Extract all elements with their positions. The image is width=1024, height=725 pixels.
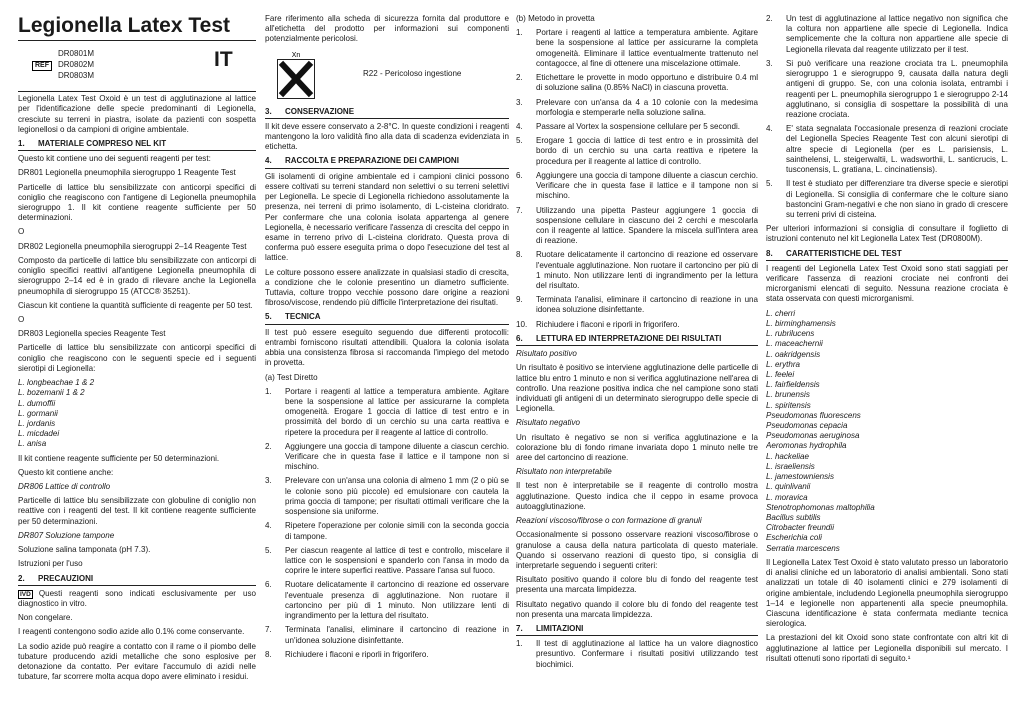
paragraph: Particelle di lattice blu sensibilizzate con anticorpi specifici di coniglio che reagiscono con le seguenti specie ed i seguenti sierotipi di Legionella: <box>18 343 256 373</box>
paragraph: Non congelare. <box>18 613 73 623</box>
section-heading: 1. MATERIALE COMPRESO NEL KIT <box>18 139 256 151</box>
paragraph: (a) Test Diretto <box>265 372 318 382</box>
section-heading: 6. LETTURA ED INTERPRETAZIONE DEI RISULTATI <box>516 334 758 346</box>
list-item: 7. Terminata l'analisi, eliminare il cartoncino di reazione in un'idonea soluzione disinfettante. <box>265 625 509 645</box>
subheading: Reazioni viscoso/fibrose o con formazione di granuli <box>516 516 702 526</box>
list-item: 2. Un test di agglutinazione al lattice negativo non significa che la coltura non appartiene alle specie di Legionella. Indica semplicemente che la coltura non appartiene alle specie di Legionella rilevata dal reagente utilizzato per il test. <box>766 14 1008 54</box>
paragraph: Risultato positivo quando il colore blu di fondo del reagente test presenta una marcata limpidezza. <box>516 575 758 595</box>
list-item: 3. Prelevare con un'ansa una colonia di almeno 1 mm (2 o più se le colonie sono più piccole) ed emulsionare con cautela la prima goccia di tampone; per risultati ottimali verificare che la sospensione sia uniforme. <box>265 476 509 517</box>
paragraph: Questo kit contiene anche: <box>18 467 114 477</box>
list-item: 6. Ruotare delicatamente il cartoncino di reazione ed osservare l'eventuale presenza di agglutinazione. Non ruotare il cartoncino per più di 1 minuto. Non utilizzare lenti di ingrandimento per la lettura del risultato. <box>265 580 509 621</box>
organism-list <box>766 309 1008 554</box>
section-heading: 7. LIMITAZIONI <box>516 624 758 636</box>
paragraph: O <box>18 314 25 324</box>
list-item: 4. E' stata segnalata l'occasionale presenza di reazioni crociate del Legionella Species Reagente Test con alcuni sierotipi di altre specie di Legionella (per es L. parisiensis, L. sainthelensi, L. steigerwaltii, L. wadsworthii, L. santicrucis, L. tusconensis, L. gratiana, L. cincinatiensis). <box>766 124 1008 175</box>
list-item: L. jamestowniensis <box>766 472 834 482</box>
list-item: L. rubrilucens <box>766 329 815 339</box>
column-2 <box>265 14 509 664</box>
list-item: L. maceachernii <box>766 339 823 349</box>
paragraph: Un risultato è negativo se non si verifica agglutinazione e la colorazione blu di fondo rimane invariata dopo 1 minuto nelle tre aree del cartoncino di reazione. <box>516 432 758 463</box>
list-item: 5. Il test è studiato per differenziare tra diverse specie e sierotipi di Legionella. Si consiglia di confermare che le colture siano bastoncini Gram-negativi e che non siano in grado di crescere su terreni privi di cisteina. <box>766 179 1008 219</box>
list-item: L. bozemanii 1 & 2 <box>18 388 85 398</box>
ivd-icon: IVD <box>20 590 31 598</box>
paragraph: IVD Questi reagenti sono indicati esclusivamente per uso diagnostico in vitro. <box>18 588 256 608</box>
list-item: 3. Prelevare con un'ansa da 4 a 10 colonie con la medesima morfologia e stemperarle nella soluzione salina. <box>516 97 758 117</box>
list-item: L. oakridgensis <box>766 349 821 359</box>
paragraph: Il test può essere eseguito seguendo due differenti protocolli: entrambi forniscono risultati attendibili. Qualora la colonia isolata abbia una consistenza fibrosa si raccomanda l'impiego del metodo in provetta. <box>265 327 509 368</box>
paragraph: Il test non è interpretabile se il reagente di controllo mostra agglutinazione. Questo indica che il ceppo in esame provoca autoagglutinazione. <box>516 481 758 511</box>
paragraph: Un risultato è positivo se interviene agglutinazione delle particelle di lattice blu entro 1 minuto e non si verifica agglutinazione nell'area di controllo. Una reazione positiva indica che nel campione sono stati individuati gli antigeni di un determinato sierogruppo delle specie di Legionella. <box>516 363 758 414</box>
list-item: Stenotrophomonas maltophilia <box>766 502 875 512</box>
section-heading: 4. RACCOLTA E PREPARAZIONE DEI CAMPIONI <box>265 156 509 168</box>
paragraph: Istruzioni per l'uso <box>18 559 83 569</box>
paragraph: Composto da particelle di lattice blu sensibilizzate con anticorpi di coniglio specifici reattivi all'antigene Legionella pneumophila di sierogruppo 2–14 ed è in grado di rilevare anche la Legionella pneumophila di sierogruppo 15 (ATCC® 35251). <box>18 255 256 296</box>
list-item: L. moravica <box>766 492 808 502</box>
list-item: L. gormanii <box>18 408 58 418</box>
paragraph: Questo kit contiene uno dei seguenti reagenti per test: <box>18 154 211 164</box>
paragraph: DR802 Legionella pneumophila sierogruppi 2–14 Reagente Test <box>18 241 247 251</box>
paragraph: Occasionalmente si possono osservare reazioni viscoso/fibrose o granulose a causa della natura particolata di questo materiale. Quando si osservano reazioni di questo tipo, si consiglia di interpretarle seguendo i seguenti criteri: <box>516 530 758 570</box>
list-item: 4. Ripetere l'operazione per colonie simili con la seconda goccia di tampone. <box>265 521 509 541</box>
list-item: L. micdadei <box>18 429 60 439</box>
list-item: Citrobacter freundii <box>766 523 834 533</box>
list-item: 3. Si può verificare una reazione crociata tra L. pneumophila sierogruppo 1 e sierogruppo 9, causata dalla natura degli antigeni di gruppo. Se, con una colonia isolata, entrambi i reagenti per L. pneumophila sierogruppo 1 e sierogruppo 2-14 agglutinano, si consiglia di sospettare la possibilità di una reazione crociata. <box>766 58 1008 119</box>
paragraph: DR807 Soluzione tampone <box>18 530 115 540</box>
paragraph: Ciascun kit contiene la quantità sufficiente di reagente per 50 test. <box>18 300 253 310</box>
column-4 <box>766 14 1008 668</box>
list-item: L. brunensis <box>766 390 810 400</box>
list-item: L. israeliensis <box>766 461 815 471</box>
subheading: Risultato negativo <box>516 418 580 428</box>
paragraph: O <box>18 227 25 237</box>
subheading: Risultato non interpretabile <box>516 467 612 477</box>
list-item: Pseudomonas fluorescens <box>766 410 861 420</box>
document-title: Legionella Latex Test <box>18 14 256 41</box>
list-item: 8. Richiudere i flaconi e riporli in frigorifero. <box>265 649 429 659</box>
list-item: 4. Passare al Vortex la sospensione cellulare per 5 secondi. <box>516 121 740 131</box>
paragraph: Fare riferimento alla scheda di sicurezza fornita dal produttore e all'etichetta del prodotto per informazioni sui componenti potenzialmente pericolosi. <box>265 14 509 44</box>
list-item: L. hackeliae <box>766 451 809 461</box>
hazard-block <box>265 49 509 99</box>
paragraph: Il kit contiene reagente sufficiente per 50 determinazioni. <box>18 453 220 463</box>
list-item: Bacillus subtilis <box>766 513 821 522</box>
list-item: Aeromonas hydrophila <box>766 441 847 451</box>
list-item: L. fairfieldensis <box>766 380 820 390</box>
list-item: 5. Erogare 1 goccia di lattice di test entro e in prossimità del bordo di un cerchio su una carta reattiva e ripetere la procedura per il reagente al lattice di controllo. <box>516 136 758 166</box>
list-item: 1. Portare i reagenti al lattice a temperatura ambiente. Agitare bene la sospensione al lattice per assicurarne la completa omogeneità. Eliminare il lattice eventualmente trattenuto nel contagocce, al fine di ottenere una miscelazione ottimale. <box>516 28 758 68</box>
species-list <box>18 378 256 450</box>
product-code: DR0802M <box>58 59 95 69</box>
column-3 <box>516 14 758 674</box>
paragraph: I reagenti del Legionella Latex Test Oxoid sono stati saggiati per verificare l'assenza di reazioni crociate nei confronti dei microrganismi elencati di seguito. Nessuna reazione crociata è stata osservata con questi microrganismi. <box>766 263 1008 304</box>
divider <box>18 91 256 92</box>
list-item: L. anisa <box>18 439 47 449</box>
paragraph: DR806 Lattice di controllo <box>18 482 111 492</box>
product-code: DR0801M <box>58 49 95 59</box>
paragraph: Particelle di lattice blu sensibilizzate con anticorpi specifici di coniglio che reagiscono con l'antigene di Legionella pneumophila sierogruppo 1. Il kit contiene reagente sufficiente per 50 determinazioni. <box>18 182 256 223</box>
list-item: Escherichia coli <box>766 533 822 543</box>
paragraph: Gli isolamenti di origine ambientale ed i campioni clinici possono essere coltivati su terreni standard non selettivi o su terreni selettivi per Legionella. Le specie di Legionella richiedono assolutamente la presenza, nei terreni di primo isolamento, di L-cisteina cloridrato. Per confermare che una colonia isolata appartenga al genere Legionella, è necessario verificare l'assenza di crescita del ceppo in esame in terreno privo di L-cisteina cloridrato. Questa prova di conferma può essere eseguita prima o dopo l'esecuzione del test al lattice. <box>265 171 509 263</box>
list-item: 7. Utilizzando una pipetta Pasteur aggiungere 1 goccia di sospensione cellulare in ciascuno dei 2 cerchi e mescolarla con il reagente al lattice. Spandere la miscela sull'intera area di reazione. <box>516 205 758 246</box>
paragraph: Soluzione salina tamponata (pH 7.3). <box>18 545 151 555</box>
section-heading: 5. TECNICA <box>265 312 509 324</box>
list-item: L. jordanis <box>18 418 56 428</box>
list-item: L. longbeachae 1 & 2 <box>18 378 95 388</box>
list-item: 6. Aggiungere una goccia di tampone diluente a ciascun cerchio. Verificare che in questa fase il lattice e il tampone non si mischino. <box>516 170 758 201</box>
ref-icon: REF <box>32 61 52 71</box>
list-item: L. cherri <box>766 308 796 318</box>
section-heading: 2. PRECAUZIONI <box>18 574 256 586</box>
list-item: L. erythra <box>766 359 800 369</box>
list-item: L. quinlivanii <box>766 482 811 492</box>
section-heading: 8. CARATTERISTICHE DEL TEST <box>766 249 1008 261</box>
product-code: DR0803M <box>58 70 95 80</box>
hazard-xn-icon <box>277 49 315 99</box>
list-item: L. dumoffii <box>18 398 56 408</box>
paragraph: La sodio azide può reagire a contatto con il rame o il piombo delle tubature producendo azidi metalliche che sono esplosive per detonazione da contatto. Per evitare l'accumulo di azidi nelle tubature, far scorrere molta acqua dopo avere eliminato i residui. <box>18 641 256 682</box>
list-item: L. spiritensis <box>766 400 811 410</box>
paragraph: DR801 Legionella pneumophila sierogruppo 1 Reagente Test <box>18 168 236 178</box>
list-item: 2. Aggiungere una goccia di tampone diluente a ciascun cerchio. Verificare che in questa fase il lattice e il tampone non si mischino. <box>265 441 509 472</box>
list-item: Pseudomonas aeruginosa <box>766 431 860 441</box>
hazard-label: Xn <box>291 51 301 59</box>
paragraph: Le colture possono essere analizzate in qualsiasi stadio di crescita, a condizione che le colonie presentino un diametro sufficiente. Tuttavia, colture troppo vecchie possono dare origine a reazioni fibroso/viscose, rendendo più difficile l'interpretazione dei risultati. <box>265 267 509 308</box>
hazard-caption: R22 - Pericoloso ingestione <box>363 68 462 78</box>
subheading: Risultato positivo <box>516 349 577 359</box>
list-item: 8. Ruotare delicatamente il cartoncino di reazione ed osservare l'eventuale agglutinazione. Non ruotare il cartoncino per più di 1 minuto. Non utilizzare lenti di ingrandimento per la lettura del risultato. <box>516 250 758 291</box>
paragraph: I reagenti contengono sodio azide allo 0.1% come conservante. <box>18 627 245 637</box>
list-item: 10. Richiudere i flaconi e riporli in frigorifero. <box>516 319 680 329</box>
list-item: 1. Portare i reagenti al lattice a temperatura ambiente. Agitare bene la sospensione al lattice per assicurarne la completa omogeneità. Erogare 1 goccia di lattice di test entro e in prossimità del bordo di un cerchio su una carta reattiva e ripetere la procedura per il reagente al lattice di controllo. <box>265 386 509 437</box>
paragraph: DR803 Legionella species Reagente Test <box>18 329 166 339</box>
language-code: IT <box>214 48 233 72</box>
list-item: Serratia marcescens <box>766 543 840 553</box>
list-item: L. feelei <box>766 369 795 379</box>
paragraph: Per ulteriori informazioni si consiglia di consultare il foglietto di istruzioni contenuto nel kit Legionella Latex Test (DR0800M). <box>766 224 1008 244</box>
section-heading: 3. CONSERVAZIONE <box>265 107 509 119</box>
paragraph: Il Legionella Latex Test Oxoid è stato valutato presso un laboratorio di analisi cliniche ed un laboratorio di analisi ambientali. Sono stati analizzati un totale di 40 isolamenti clinici e 279 isolamenti di origine ambientale, includendo Legionella pneumophila sierogruppo 1–14 e legionelle non appartenenti alla specie pneumophila. Ciascuna identificazione è stata confermata mediante tecnica sierologica. <box>766 557 1008 629</box>
list-item: 1. Il test di agglutinazione al lattice ha un valore diagnostico presuntivo. Confermare i risultati positivi utilizzando test biochimici. <box>516 639 758 669</box>
list-item: 9. Terminata l'analisi, eliminare il cartoncino di reazione in una idonea soluzione disinfettante. <box>516 295 758 315</box>
list-item: 5. Per ciascun reagente al lattice di test e controllo, miscelare il lattice con le sospensioni e spanderlo con l'ansa in modo da coprire le intere superfici reattive. Passare l'ansa sul fuoco. <box>265 545 509 576</box>
paragraph: Particelle di lattice blu sensibilizzate con globuline di coniglio non reattive con i reagenti del test. Il kit contiene reagente sufficiente per 50 determinazioni. <box>18 496 256 526</box>
list-item: Pseudomonas cepacia <box>766 421 848 431</box>
paragraph: (b) Metodo in provetta <box>516 14 595 23</box>
product-codes <box>58 49 94 81</box>
list-item: L. birminghamensis <box>766 318 836 328</box>
paragraph: Risultato negativo quando il colore blu di fondo del reagente test non presenta una marcata limpidezza. <box>516 599 758 619</box>
list-item: 2. Etichettare le provette in modo opportuno e distribuire 0.4 ml di soluzione salina (0.85% NaCl) in ciascuna provetta. <box>516 73 758 93</box>
intro-paragraph: Legionella Latex Test Oxoid è un test di agglutinazione al lattice per l'identificazione delle specie predominanti di Legionella, cresciute su terreni in piastra, isolate da pazienti con sospetta legionellosi o da campioni di origine ambientale. <box>18 94 256 134</box>
paragraph: Il kit deve essere conservato a 2-8°C. In queste condizioni i reagenti mantengono la loro validità fino alla data di scadenza evidenziata in etichetta. <box>265 121 509 152</box>
column-1 <box>18 14 256 686</box>
paragraph: La prestazioni del kit Oxoid sono state confrontate con altri kit di agglutinazione al lattice per Legionella disponibili sul mercato. I risultati ottenuti sono riportati di seguito.¹ <box>766 633 1008 663</box>
reference-block <box>18 47 256 85</box>
